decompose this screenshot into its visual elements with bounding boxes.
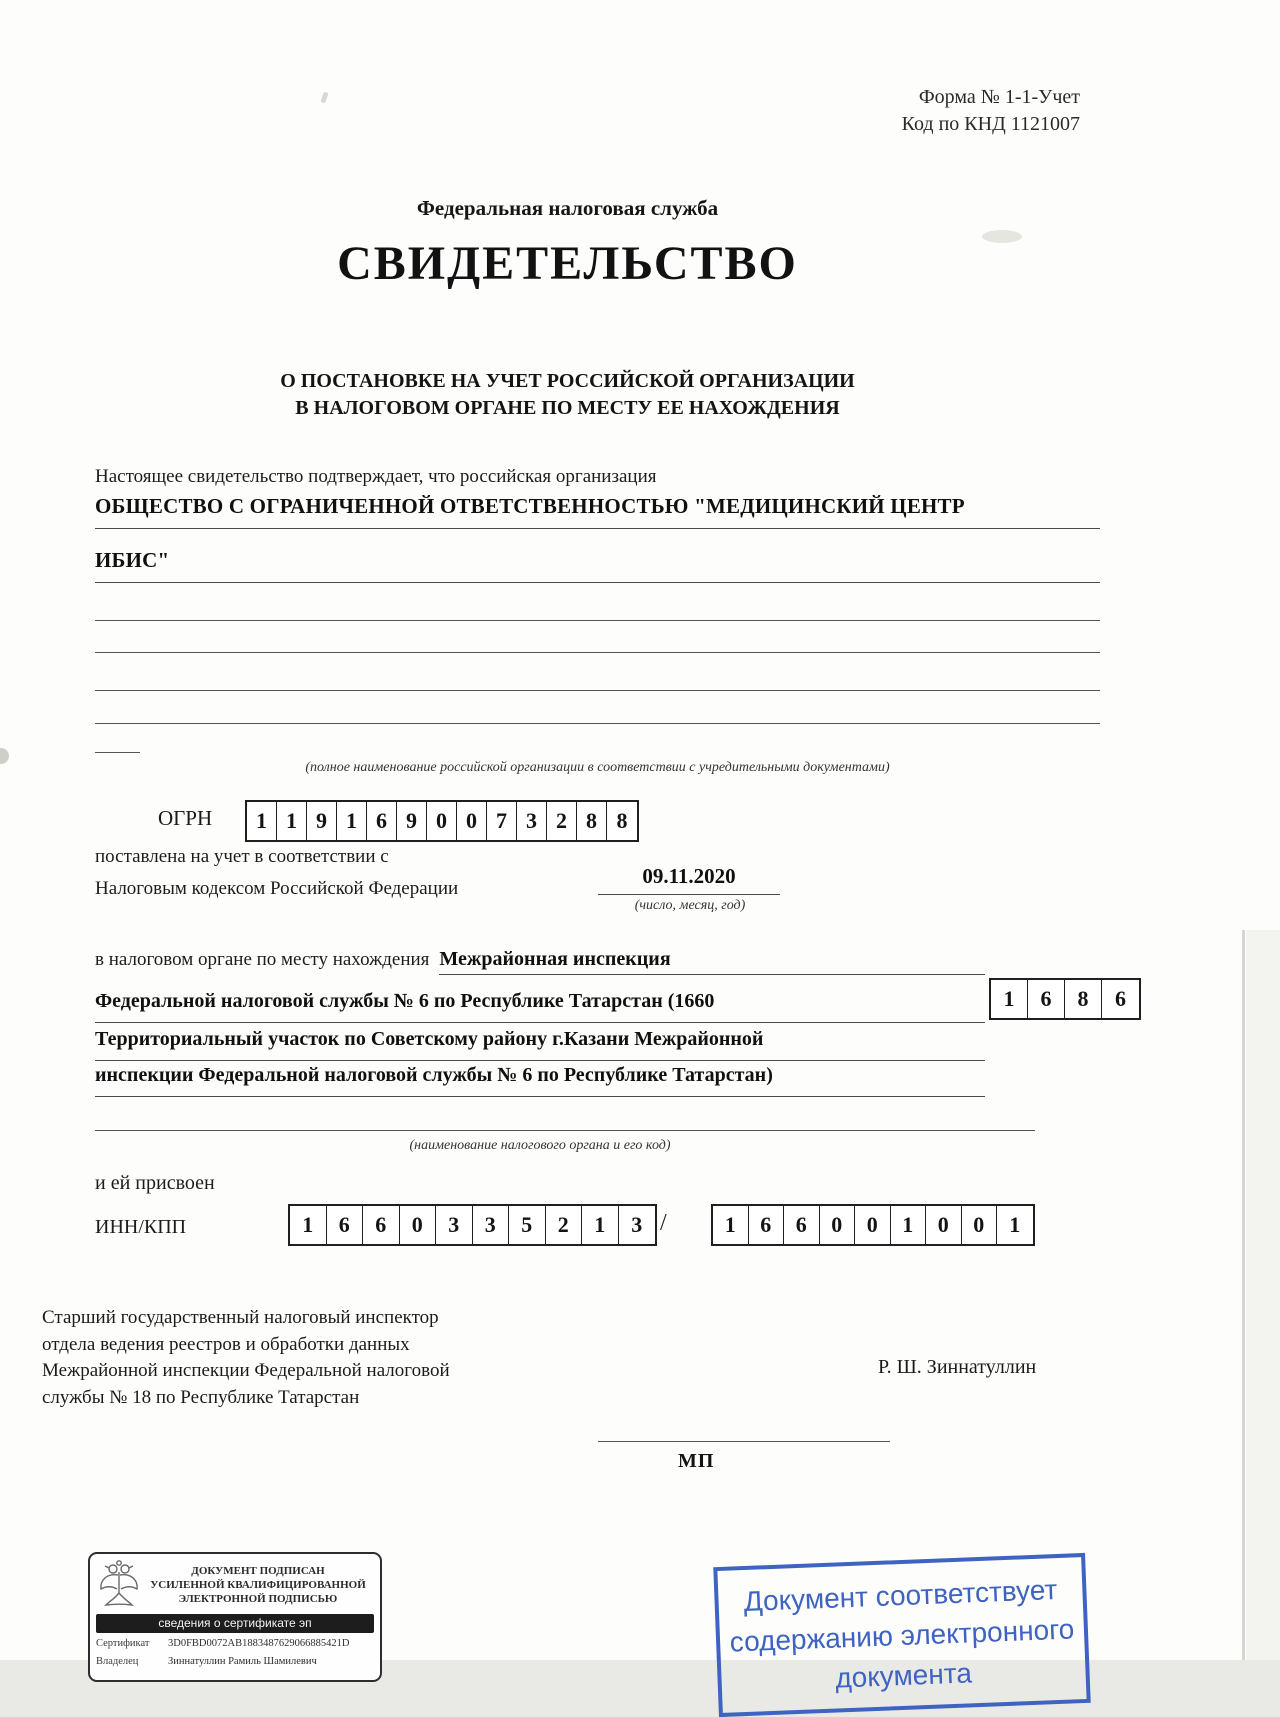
official-title-line-3: Межрайонной инспекции Федеральной налоговой xyxy=(42,1360,450,1381)
digit-cell: 0 xyxy=(457,802,487,840)
org-name-caption: (полное наименование российской организации в соответствии с учредительными документами) xyxy=(305,760,890,775)
registration-date: 09.11.2020 xyxy=(598,864,780,895)
blank-line xyxy=(95,690,1100,691)
official-name: Р. Ш. Зиннатуллин xyxy=(878,1356,1037,1378)
official-title-line-4: службы № 18 по Республике Татарстан xyxy=(42,1386,360,1408)
digit-cell: 3 xyxy=(517,802,547,840)
digit-cell: 2 xyxy=(546,1206,583,1244)
approval-stamp-line-3: документа xyxy=(834,1657,973,1694)
official-title xyxy=(42,1305,582,1411)
approval-stamp xyxy=(713,1553,1090,1717)
cert-label: Сертификат xyxy=(96,1638,150,1649)
scan-artifact xyxy=(0,748,9,764)
scan-artifact xyxy=(320,91,328,103)
eagle-emblem-icon xyxy=(96,1559,142,1611)
digit-cell: 6 xyxy=(1028,980,1065,1018)
digit-cell: 1 xyxy=(290,1206,327,1244)
ogrn-label: ОГРН xyxy=(158,806,213,830)
authority-name-line-3: Территориальный участок по Советскому району г.Казани Межрайонной xyxy=(95,1028,985,1061)
digit-cell: 0 xyxy=(926,1206,962,1244)
digit-cell: 8 xyxy=(616,808,628,833)
digit-cell: 8 xyxy=(577,802,607,840)
kpp-digit-boxes xyxy=(711,1204,1035,1246)
digit-cell: 1 xyxy=(247,802,277,840)
esign-title-line-1: ДОКУМЕНТ ПОДПИСАН xyxy=(191,1565,325,1577)
digit-cell: 1 xyxy=(713,1206,749,1244)
certificate-subtitle xyxy=(0,368,1135,422)
inn-kpp-label: ИНН/КПП xyxy=(95,1216,187,1238)
esign-title-line-3: ЭЛЕКТРОННОЙ ПОДПИСЬЮ xyxy=(178,1593,338,1605)
cert-value: 3D0FBD0072AB1883487629066885421D xyxy=(168,1638,350,1649)
digit-cell: 6 xyxy=(327,1206,364,1244)
digit-cell: 0 xyxy=(400,1206,437,1244)
digit-cell: 6 xyxy=(363,1206,400,1244)
authority-name-line-1: Межрайонная инспекция xyxy=(439,948,985,975)
official-title-line-2: отдела ведения реестров и обработки данных xyxy=(42,1333,410,1355)
digit-cell: 6 xyxy=(367,802,397,840)
blank-line xyxy=(95,723,1100,724)
inn-digit-boxes xyxy=(288,1204,657,1246)
date-caption: (число, месяц, год) xyxy=(634,898,746,913)
digit-cell: 8 xyxy=(1065,980,1102,1018)
assigned-text: и ей присвоен xyxy=(95,1172,215,1194)
org-name-line-2: ИБИС" xyxy=(95,548,1100,583)
authority-name-line-4: инспекции Федеральной налоговой службы № 6 по Республике Татарстан) xyxy=(95,1064,985,1097)
cert-row xyxy=(96,1636,374,1651)
owner-label: Владелец xyxy=(96,1656,139,1667)
digit-cell: 9 xyxy=(307,802,337,840)
digit-cell: 0 xyxy=(855,1206,891,1244)
esign-stamp-header xyxy=(96,1559,374,1611)
digit-cell: 0 xyxy=(962,1206,998,1244)
digit-cell: 1 xyxy=(337,802,367,840)
signature-line xyxy=(598,1441,890,1442)
authority-intro-line xyxy=(95,948,985,975)
digit-cell: 1 xyxy=(1009,1212,1021,1237)
subtitle-line-1: О ПОСТАНОВКЕ НА УЧЕТ РОССИЙСКОЙ ОРГАНИЗАЦИИ xyxy=(280,370,855,392)
official-title-line-1: Старший государственный налоговый инспектор xyxy=(42,1307,439,1328)
digit-cell: 1 xyxy=(582,1206,619,1244)
approval-stamp-line-2: содержанию электронного xyxy=(729,1613,1075,1658)
digit-cell: 2 xyxy=(547,802,577,840)
scan-artifact xyxy=(1242,930,1245,1660)
inn-kpp-separator: / xyxy=(660,1210,667,1236)
esign-title xyxy=(142,1564,374,1606)
esign-title-line-2: УСИЛЕННОЙ КВАЛИФИЦИРОВАННОЙ xyxy=(150,1579,366,1591)
digit-cell: 0 xyxy=(427,802,457,840)
owner-value: Зиннатуллин Рамиль Шамилевич xyxy=(168,1656,317,1667)
digit-cell: 1 xyxy=(891,1206,927,1244)
ogrn-digit-boxes xyxy=(245,800,639,842)
digit-cell: 9 xyxy=(397,802,427,840)
cert-info-bar: сведения о сертификате эп xyxy=(96,1614,374,1633)
knd-code: Код по КНД 1121007 xyxy=(901,113,1080,135)
digit-cell: 6 xyxy=(749,1206,785,1244)
registration-text-2: Налоговым кодексом Российской Федерации xyxy=(95,878,459,899)
authority-intro: в налоговом органе по месту нахождения xyxy=(95,949,430,970)
subtitle-line-2: В НАЛОГОВОМ ОРГАНЕ ПО МЕСТУ ЕЕ НАХОЖДЕНИЯ xyxy=(295,397,840,419)
authority-caption: (наименование налогового органа и его код) xyxy=(409,1138,671,1153)
mp-label: МП xyxy=(678,1450,715,1472)
digit-cell: 1 xyxy=(277,802,307,840)
form-number: Форма № 1-1-Учет xyxy=(918,86,1080,108)
digit-cell: 0 xyxy=(820,1206,856,1244)
esign-stamp xyxy=(88,1552,382,1682)
certificate-title: СВИДЕТЕЛЬСТВО xyxy=(337,237,798,290)
digit-cell: 1 xyxy=(991,980,1028,1018)
authority-name-line-2: Федеральной налоговой службы № 6 по Республике Татарстан (1660 xyxy=(95,990,985,1023)
digit-cell: 3 xyxy=(436,1206,473,1244)
approval-stamp-line-1: Документ соответствует xyxy=(743,1574,1058,1618)
digit-cell: 7 xyxy=(487,802,517,840)
blank-line xyxy=(95,620,1100,621)
digit-cell: 6 xyxy=(784,1206,820,1244)
digit-cell: 3 xyxy=(473,1206,510,1244)
scan-artifact xyxy=(982,230,1022,243)
blank-line xyxy=(95,1130,1035,1131)
scan-artifact xyxy=(1246,930,1280,1660)
owner-row xyxy=(96,1654,374,1669)
agency-name: Федеральная налоговая служба xyxy=(416,196,719,220)
authority-code-boxes xyxy=(989,978,1141,1020)
blank-line xyxy=(95,752,140,753)
digit-cell: 3 xyxy=(631,1212,643,1237)
intro-text: Настоящее свидетельство подтверждает, что российская организация xyxy=(95,466,657,487)
digit-cell: 6 xyxy=(1115,986,1126,1011)
registration-text-1: поставлена на учет в соответствии с xyxy=(95,846,389,867)
form-codes xyxy=(902,84,1080,138)
digit-cell: 5 xyxy=(509,1206,546,1244)
org-name-line-1: ОБЩЕСТВО С ОГРАНИЧЕННОЙ ОТВЕТСТВЕННОСТЬЮ "МЕДИЦИНСКИЙ ЦЕНТР xyxy=(95,494,1100,529)
blank-line xyxy=(95,652,1100,653)
